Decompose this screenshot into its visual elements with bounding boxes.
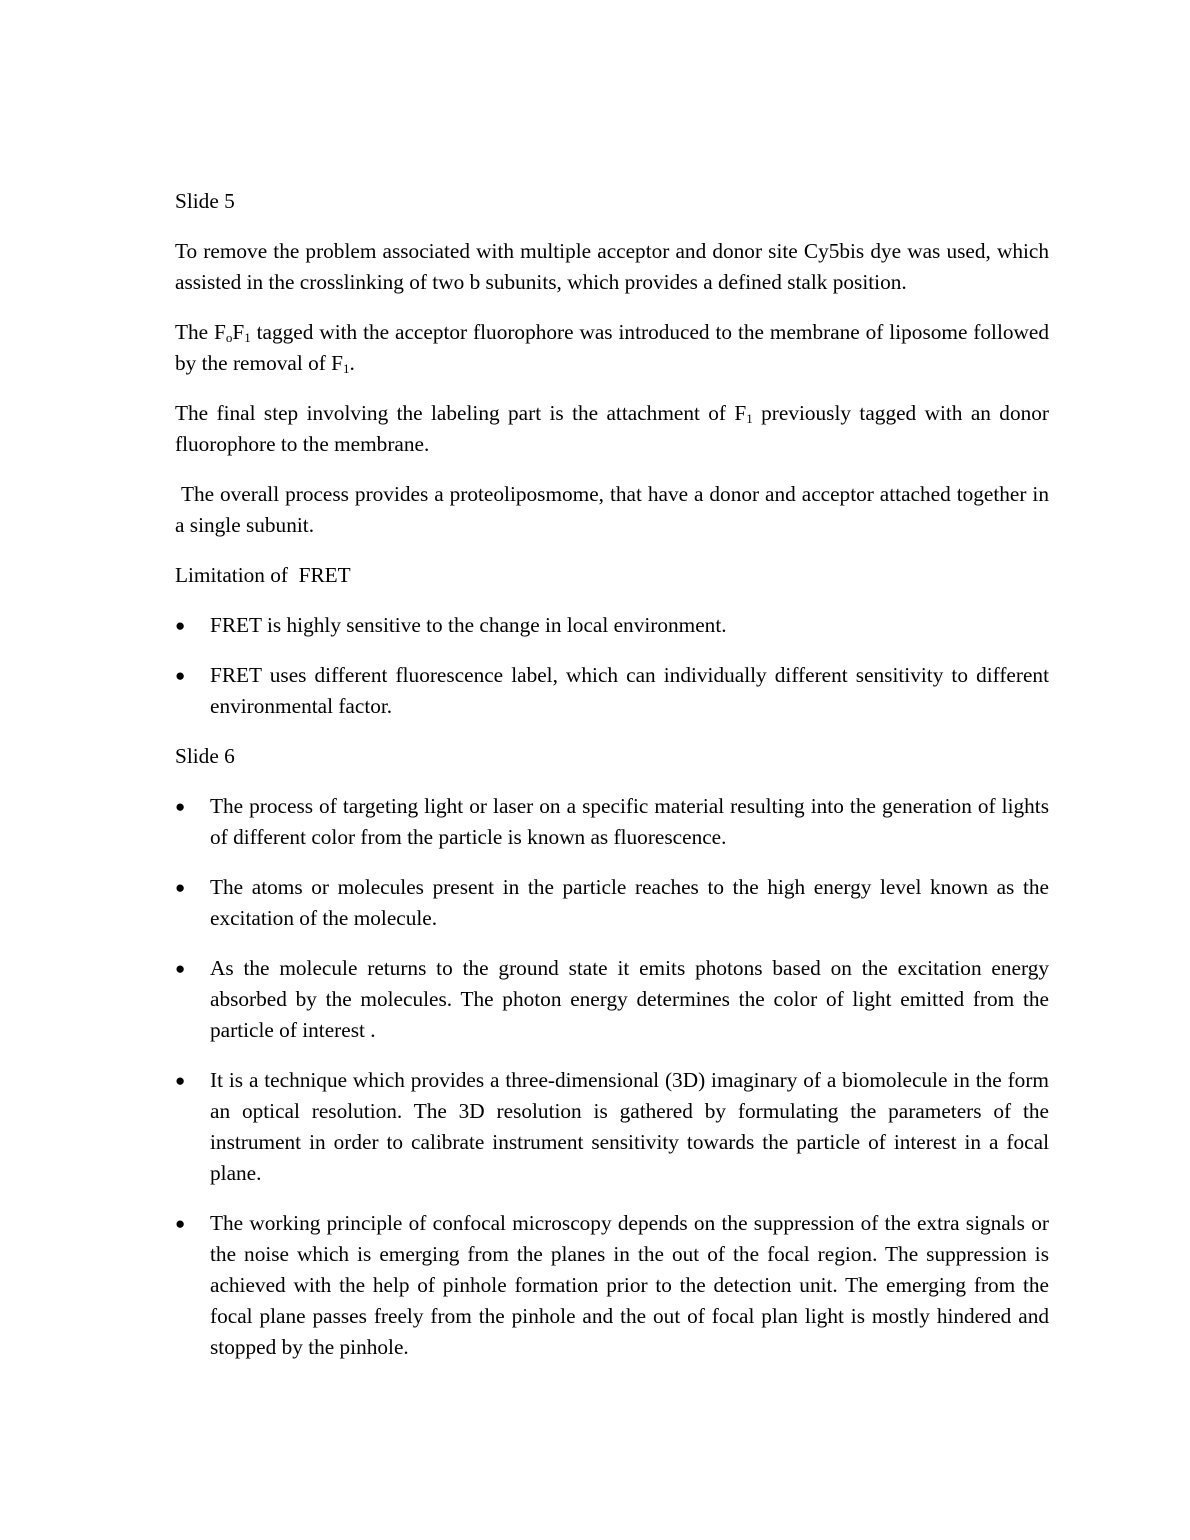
- paragraph-overall-process: The overall process provides a proteoliposmome, that have a donor and acceptor attached together in a single subunit.: [175, 482, 1055, 537]
- paragraph-labeling-step: The final step involving the labeling part is the attachment of $F_1$ previously tagged with an donor fluorophore to the membrane.: [175, 401, 1049, 456]
- bullet-icon: ●: [175, 666, 186, 685]
- slide6-heading: Slide 6: [175, 744, 235, 768]
- limitation-heading: Limitation of FRET: [175, 563, 351, 587]
- document-page: [175, 186, 1055, 1382]
- slide6-list: [175, 791, 1049, 1363]
- list-item: ● FRET uses different fluorescence label, which can individually different sensitivity to different environmental factor.: [175, 660, 1049, 722]
- list-item: ● The atoms or molecules present in the particle reaches to the high energy level known as the excitation of the molecule.: [175, 872, 1049, 934]
- list-item: ● The working principle of confocal microscopy depends on the suppression of the extra signals or the noise which is emerging from the planes in the out of the focal region. The suppression is achieved with the help of pinhole formation prior to the detection unit. The emerging from the focal plane passes freely from the pinhole and the out of focal plan light is mostly hindered and stopped by the pinhole.: [175, 1208, 1049, 1363]
- list-item: ● As the molecule returns to the ground state it emits photons based on the excitation energy absorbed by the molecules. The photon energy determines the color of light emitted from the particle of interest .: [175, 953, 1049, 1046]
- bullet-icon: ●: [175, 959, 186, 978]
- bullet-icon: ●: [175, 1071, 186, 1090]
- list-item: ● The process of targeting light or laser on a specific material resulting into the generation of lights of different color from the particle is known as fluorescence.: [175, 791, 1049, 853]
- bullet-icon: ●: [175, 616, 186, 635]
- bullet-icon: ●: [175, 878, 186, 897]
- list-item: ● FRET is highly sensitive to the change in local environment.: [175, 610, 1049, 641]
- paragraph-fof1: The $F_oF_1$ tagged with the acceptor fluorophore was introduced to the membrane of liposome followed by the removal of $F_1$.: [175, 320, 1050, 376]
- bullet-icon: ●: [175, 1214, 186, 1233]
- slide5-heading: Slide 5: [175, 189, 235, 213]
- limitations-list: [175, 610, 1049, 722]
- paragraph-cy5bis: To remove the problem associated with multiple acceptor and donor site Cy5bis dye was used, which assisted in the crosslinking of two b subunits, which provides a defined stalk position.: [175, 239, 1049, 294]
- bullet-icon: ●: [175, 797, 186, 816]
- list-item: ● It is a technique which provides a three-dimensional (3D) imaginary of a biomolecule in the form an optical resolution. The 3D resolution is gathered by formulating the parameters of the instrument in order to calibrate instrument sensitivity towards the particle of interest in a focal plane.: [175, 1065, 1049, 1189]
